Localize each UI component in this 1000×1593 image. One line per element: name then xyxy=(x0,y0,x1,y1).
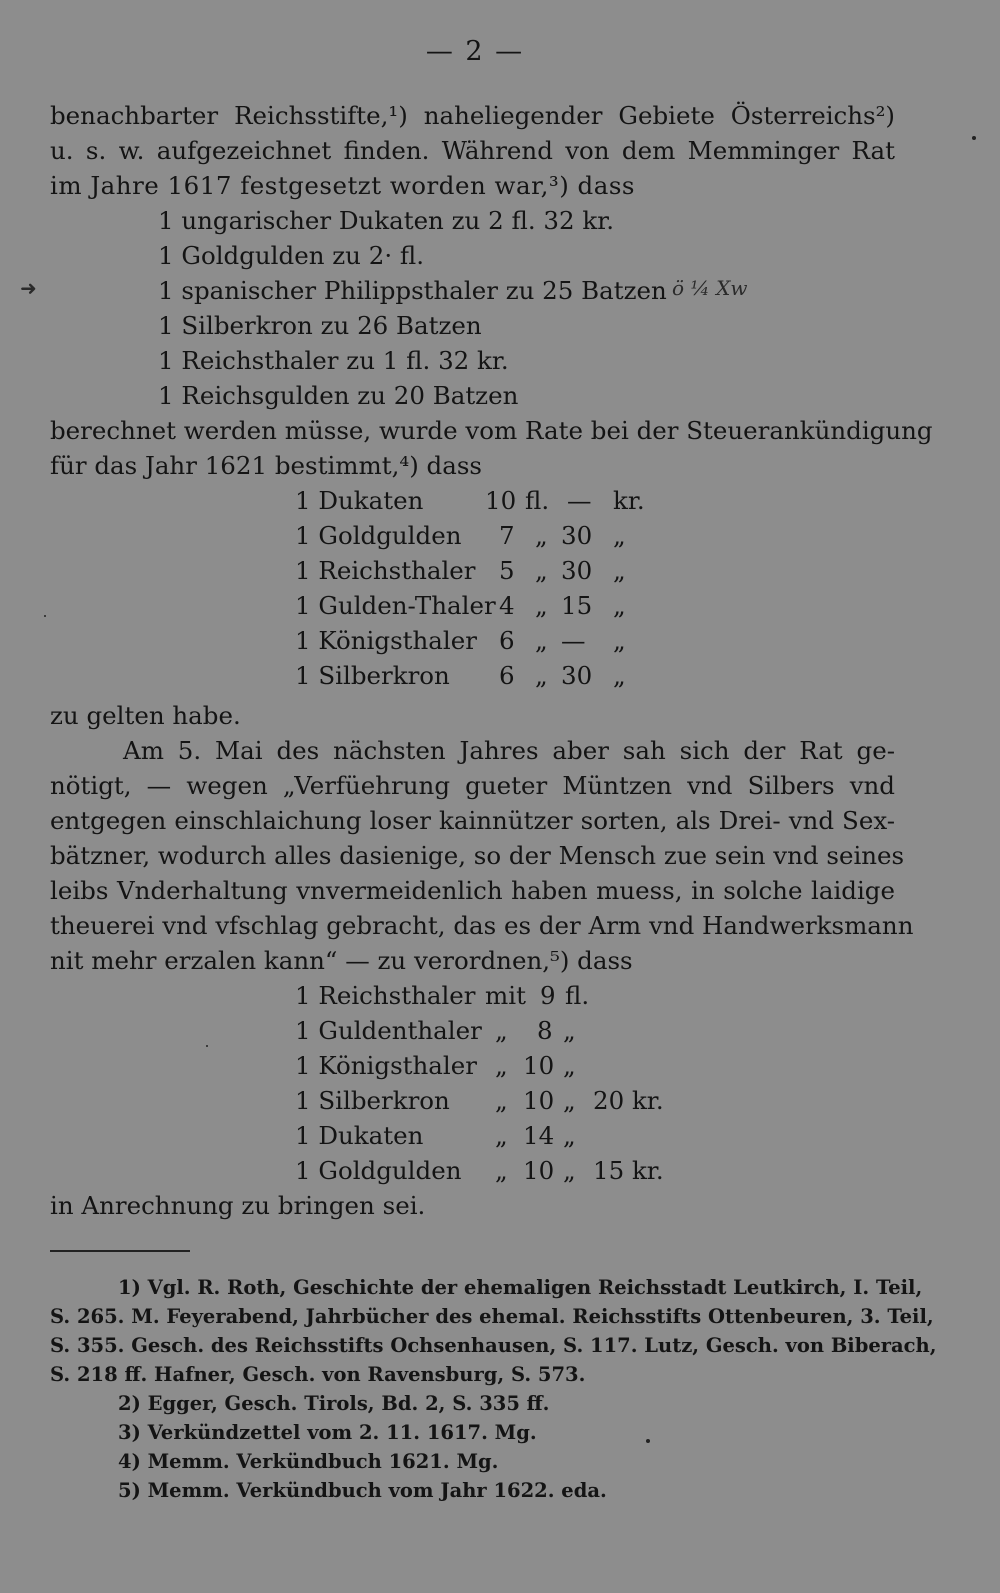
fl-value: 9 xyxy=(540,981,556,1010)
fl-value: 4 xyxy=(499,591,515,620)
fl-value: 6 xyxy=(499,626,515,655)
kr-unit: „ xyxy=(613,626,626,655)
mid-line-1: berechnet werden müsse, wurde vom Rate bei der Steuerankündigung xyxy=(50,416,933,445)
coin-name: 1 Dukaten xyxy=(295,486,424,515)
coin-name: 1 Königsthaler xyxy=(295,626,477,655)
fl-unit: „ xyxy=(563,1051,576,1080)
preposition: „ xyxy=(495,1156,508,1185)
fl-unit: „ xyxy=(535,556,548,585)
fl-unit: „ xyxy=(535,591,548,620)
paragraph-line: theuerei vnd vfschlag gebracht, das es der Arm vnd Handwerksmann xyxy=(50,911,914,940)
coin-name: 1 Reichsthaler xyxy=(295,556,476,585)
intro-line-3: im Jahre 1617 festgesetzt worden war,³) dass xyxy=(50,171,635,200)
kr-value: 30 xyxy=(561,661,593,690)
footnote-line: 2) Egger, Gesch. Tirols, Bd. 2, S. 335 ff. xyxy=(118,1392,550,1415)
fl-unit: „ xyxy=(535,521,548,550)
table-1622 xyxy=(295,978,695,1188)
table-row xyxy=(295,1048,695,1083)
table-row xyxy=(295,518,655,553)
coin-name: 1 Silberkron xyxy=(295,1086,450,1115)
table-row xyxy=(295,1153,695,1188)
fl-value: 5 xyxy=(499,556,515,585)
coin-name: 1 Reichsthaler xyxy=(295,981,476,1010)
scan-speck xyxy=(206,1045,208,1047)
footnote-line: 3) Verkündzettel vom 2. 11. 1617. Mg. xyxy=(118,1421,537,1444)
kr-unit: „ xyxy=(613,591,626,620)
kr-value: 20 kr. xyxy=(593,1086,664,1115)
table-1621 xyxy=(295,483,655,693)
footnote-line: 5) Memm. Verkündbuch vom Jahr 1622. eda. xyxy=(118,1479,607,1502)
table-row xyxy=(295,588,655,623)
paragraph-line: leibs Vnderhaltung vnvermeidenlich haben muess, in solche laidige xyxy=(50,876,895,905)
fl-value: 10 xyxy=(485,486,517,515)
preposition: „ xyxy=(495,1016,508,1045)
kr-value: 15 xyxy=(561,591,593,620)
table-row xyxy=(295,1083,695,1118)
kr-value: — xyxy=(567,486,592,515)
fl-value: 8 xyxy=(537,1016,553,1045)
preposition: „ xyxy=(495,1051,508,1080)
intro-line-2: u. s. w. aufgezeichnet finden. Während von dem Memminger Rat xyxy=(50,136,895,165)
kr-value: 30 xyxy=(561,556,593,585)
fl-value: 10 xyxy=(523,1051,555,1080)
fl-value: 7 xyxy=(499,521,515,550)
fl-unit: „ xyxy=(563,1086,576,1115)
footnote-divider xyxy=(50,1250,190,1252)
fl-unit: „ xyxy=(535,661,548,690)
footnote-line: S. 265. M. Feyerabend, Jahrbücher des ehemal. Reichsstifts Ottenbeuren, 3. Teil, xyxy=(50,1305,934,1328)
list-1617-item: 1 spanischer Philippsthaler zu 25 Batzen xyxy=(158,276,667,305)
kr-unit: kr. xyxy=(613,486,645,515)
scan-speck xyxy=(646,1439,650,1443)
preposition: „ xyxy=(495,1086,508,1115)
closing-line: in Anrechnung zu bringen sei. xyxy=(50,1191,426,1220)
kr-unit: „ xyxy=(613,661,626,690)
paragraph-line: Am 5. Mai des nächsten Jahres aber sah sich der Rat ge- xyxy=(123,736,895,765)
fl-unit: „ xyxy=(563,1156,576,1185)
footnote-line: 4) Memm. Verkündbuch 1621. Mg. xyxy=(118,1450,499,1473)
kr-unit: „ xyxy=(613,521,626,550)
fl-unit: fl. xyxy=(525,486,550,515)
fl-value: 14 xyxy=(523,1121,555,1150)
coin-name: 1 Goldgulden xyxy=(295,521,462,550)
kr-value: 15 kr. xyxy=(593,1156,664,1185)
intro-line-1: benachbarter Reichsstifte,¹) naheliegender Gebiete Österreichs²) xyxy=(50,101,895,130)
preposition: „ xyxy=(495,1121,508,1150)
table-row xyxy=(295,1118,695,1153)
list-1617-item: 1 Silberkron zu 26 Batzen xyxy=(158,311,482,340)
fl-unit: „ xyxy=(563,1016,576,1045)
coin-name: 1 Goldgulden xyxy=(295,1156,462,1185)
scan-speck xyxy=(972,136,976,140)
fl-value: 10 xyxy=(523,1156,555,1185)
list-1617-item: 1 Reichsthaler zu 1 fl. 32 kr. xyxy=(158,346,509,375)
footnote-line: 1) Vgl. R. Roth, Geschichte der ehemaligen Reichsstadt Leutkirch, I. Teil, xyxy=(118,1276,923,1299)
coin-name: 1 Königsthaler xyxy=(295,1051,477,1080)
paragraph-line: bätzner, wodurch alles dasienige, so der Mensch zue sein vnd seines xyxy=(50,841,905,870)
list-1617-item: 1 Reichsgulden zu 20 Batzen xyxy=(158,381,519,410)
paragraph-line: entgegen einschlaichung loser kainnützer sorten, als Drei- vnd Sex- xyxy=(50,806,895,835)
kr-value: — xyxy=(561,626,586,655)
preposition: mit xyxy=(485,981,526,1010)
coin-name: 1 Dukaten xyxy=(295,1121,424,1150)
table-row xyxy=(295,483,655,518)
coin-name: 1 Silberkron xyxy=(295,661,450,690)
list-1617-item: 1 Goldgulden zu 2· fl. xyxy=(158,241,425,270)
table-row xyxy=(295,658,655,693)
coin-name: 1 Gulden-Thaler xyxy=(295,591,496,620)
fl-unit: „ xyxy=(535,626,548,655)
table-row xyxy=(295,978,695,1013)
table-row xyxy=(295,623,655,658)
paragraph-line: nit mehr erzalen kann“ — zu verordnen,⁵) dass xyxy=(50,946,633,975)
kr-unit: „ xyxy=(613,556,626,585)
fl-unit: „ xyxy=(563,1121,576,1150)
footnote-line: S. 218 ff. Hafner, Gesch. von Ravensburg, S. 573. xyxy=(50,1363,586,1386)
after-table-line: zu gelten habe. xyxy=(50,701,241,730)
list-1617-item: 1 ungarischer Dukaten zu 2 fl. 32 kr. xyxy=(158,206,615,235)
page-number: — 2 — xyxy=(425,36,525,67)
coin-name: 1 Guldenthaler xyxy=(295,1016,482,1045)
fl-value: 10 xyxy=(523,1086,555,1115)
table-row xyxy=(295,1013,695,1048)
footnote-line: S. 355. Gesch. des Reichsstifts Ochsenhausen, S. 117. Lutz, Gesch. von Biberach, xyxy=(50,1334,937,1357)
mid-line-2: für das Jahr 1621 bestimmt,⁴) dass xyxy=(50,451,482,480)
handwritten-note: ö ¼ Xw xyxy=(672,276,748,300)
table-row xyxy=(295,553,655,588)
fl-value: 6 xyxy=(499,661,515,690)
kr-value: 30 xyxy=(561,521,593,550)
paragraph-line: nötigt, — wegen „Verfüehrung gueter Müntzen vnd Silbers vnd xyxy=(50,771,895,800)
margin-arrow-icon: ➜ xyxy=(20,276,37,300)
scan-speck xyxy=(44,615,46,617)
fl-unit: fl. xyxy=(565,981,590,1010)
